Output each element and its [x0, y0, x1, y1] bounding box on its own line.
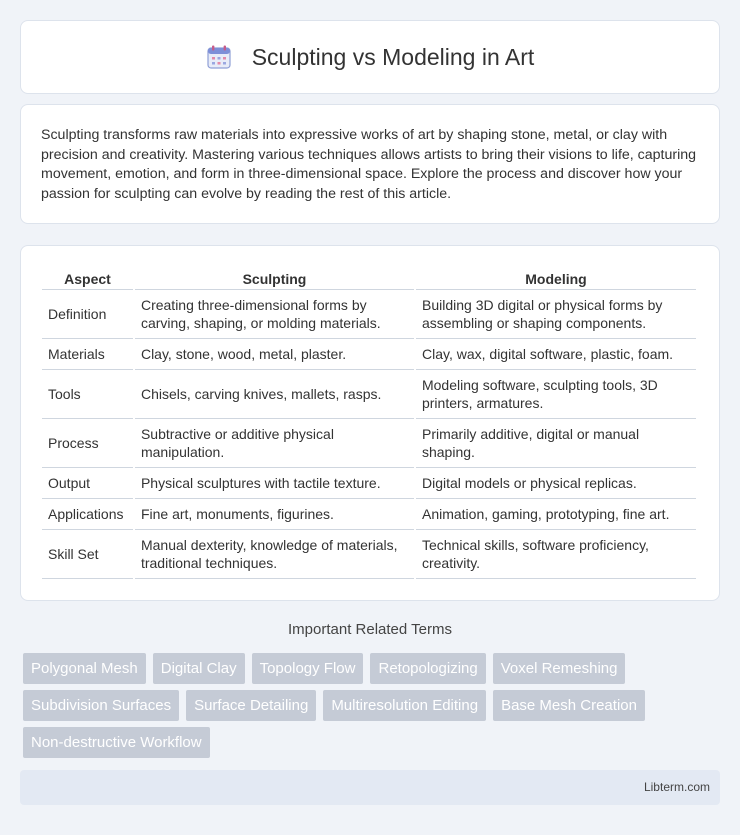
row-modeling: Animation, gaming, prototyping, fine art. — [416, 499, 696, 530]
row-sculpting: Creating three-dimensional forms by carving, shaping, or molding materials. — [135, 290, 414, 339]
row-sculpting: Fine art, monuments, figurines. — [135, 499, 414, 530]
header-sculpting: Sculpting — [135, 266, 414, 290]
tag-topology-flow[interactable]: Topology Flow — [252, 653, 364, 684]
row-modeling: Clay, wax, digital software, plastic, foam. — [416, 339, 696, 370]
row-aspect: Process — [42, 419, 133, 468]
row-sculpting: Physical sculptures with tactile texture. — [135, 468, 414, 499]
comparison-table-card — [20, 245, 720, 601]
intro-text: Sculpting transforms raw materials into expressive works of art by shaping stone, metal, or clay with precision and creativity. Mastering various techniques allows artists to bring their visions to life, capturing movement, emotion, and form in three-dimensional space. Explore the process and discover how your passion for sculpting can evolve by reading the rest of this article. — [41, 127, 697, 202]
row-aspect: Materials — [42, 339, 133, 370]
table-row — [42, 419, 696, 468]
header-aspect: Aspect — [42, 266, 133, 290]
tag-voxel-remeshing[interactable]: Voxel Remeshing — [493, 653, 626, 684]
table-row — [42, 530, 696, 579]
tag-surface-detailing[interactable]: Surface Detailing — [186, 690, 316, 721]
row-aspect: Tools — [42, 370, 133, 419]
row-modeling: Building 3D digital or physical forms by assembling or shaping components. — [416, 290, 696, 339]
row-modeling: Modeling software, sculpting tools, 3D printers, armatures. — [416, 370, 696, 419]
related-terms-tags — [23, 653, 703, 764]
row-aspect: Definition — [42, 290, 133, 339]
related-terms-title: Important Related Terms — [288, 621, 452, 638]
row-modeling: Technical skills, software proficiency, creativity. — [416, 530, 696, 579]
row-sculpting: Chisels, carving knives, mallets, rasps. — [135, 370, 414, 419]
row-modeling: Primarily additive, digital or manual shaping. — [416, 419, 696, 468]
tag-multiresolution-editing[interactable]: Multiresolution Editing — [323, 690, 486, 721]
calendar-icon — [206, 44, 232, 70]
tag-base-mesh-creation[interactable]: Base Mesh Creation — [493, 690, 645, 721]
table-row — [42, 370, 696, 419]
table-row — [42, 339, 696, 370]
table-row — [42, 499, 696, 530]
header-card — [20, 20, 720, 94]
row-sculpting: Subtractive or additive physical manipulation. — [135, 419, 414, 468]
table-row — [42, 290, 696, 339]
row-modeling: Digital models or physical replicas. — [416, 468, 696, 499]
tag-retopologizing[interactable]: Retopologizing — [370, 653, 485, 684]
tag-polygonal-mesh[interactable]: Polygonal Mesh — [23, 653, 146, 684]
comparison-table — [40, 266, 698, 579]
table-row — [42, 468, 696, 499]
header-modeling: Modeling — [416, 266, 696, 290]
tag-subdivision-surfaces[interactable]: Subdivision Surfaces — [23, 690, 179, 721]
footer-site-link[interactable]: Libterm.com — [643, 780, 710, 794]
row-aspect: Output — [42, 468, 133, 499]
tag-digital-clay[interactable]: Digital Clay — [153, 653, 245, 684]
footer — [20, 770, 720, 805]
intro-card — [20, 104, 720, 224]
tag-non-destructive-workflow[interactable]: Non-destructive Workflow — [23, 727, 210, 758]
row-aspect: Applications — [42, 499, 133, 530]
row-sculpting: Manual dexterity, knowledge of materials, traditional techniques. — [135, 530, 414, 579]
row-sculpting: Clay, stone, wood, metal, plaster. — [135, 339, 414, 370]
row-aspect: Skill Set — [42, 530, 133, 579]
table-header-row — [42, 266, 696, 290]
page-title: Sculpting vs Modeling in Art — [251, 43, 535, 70]
